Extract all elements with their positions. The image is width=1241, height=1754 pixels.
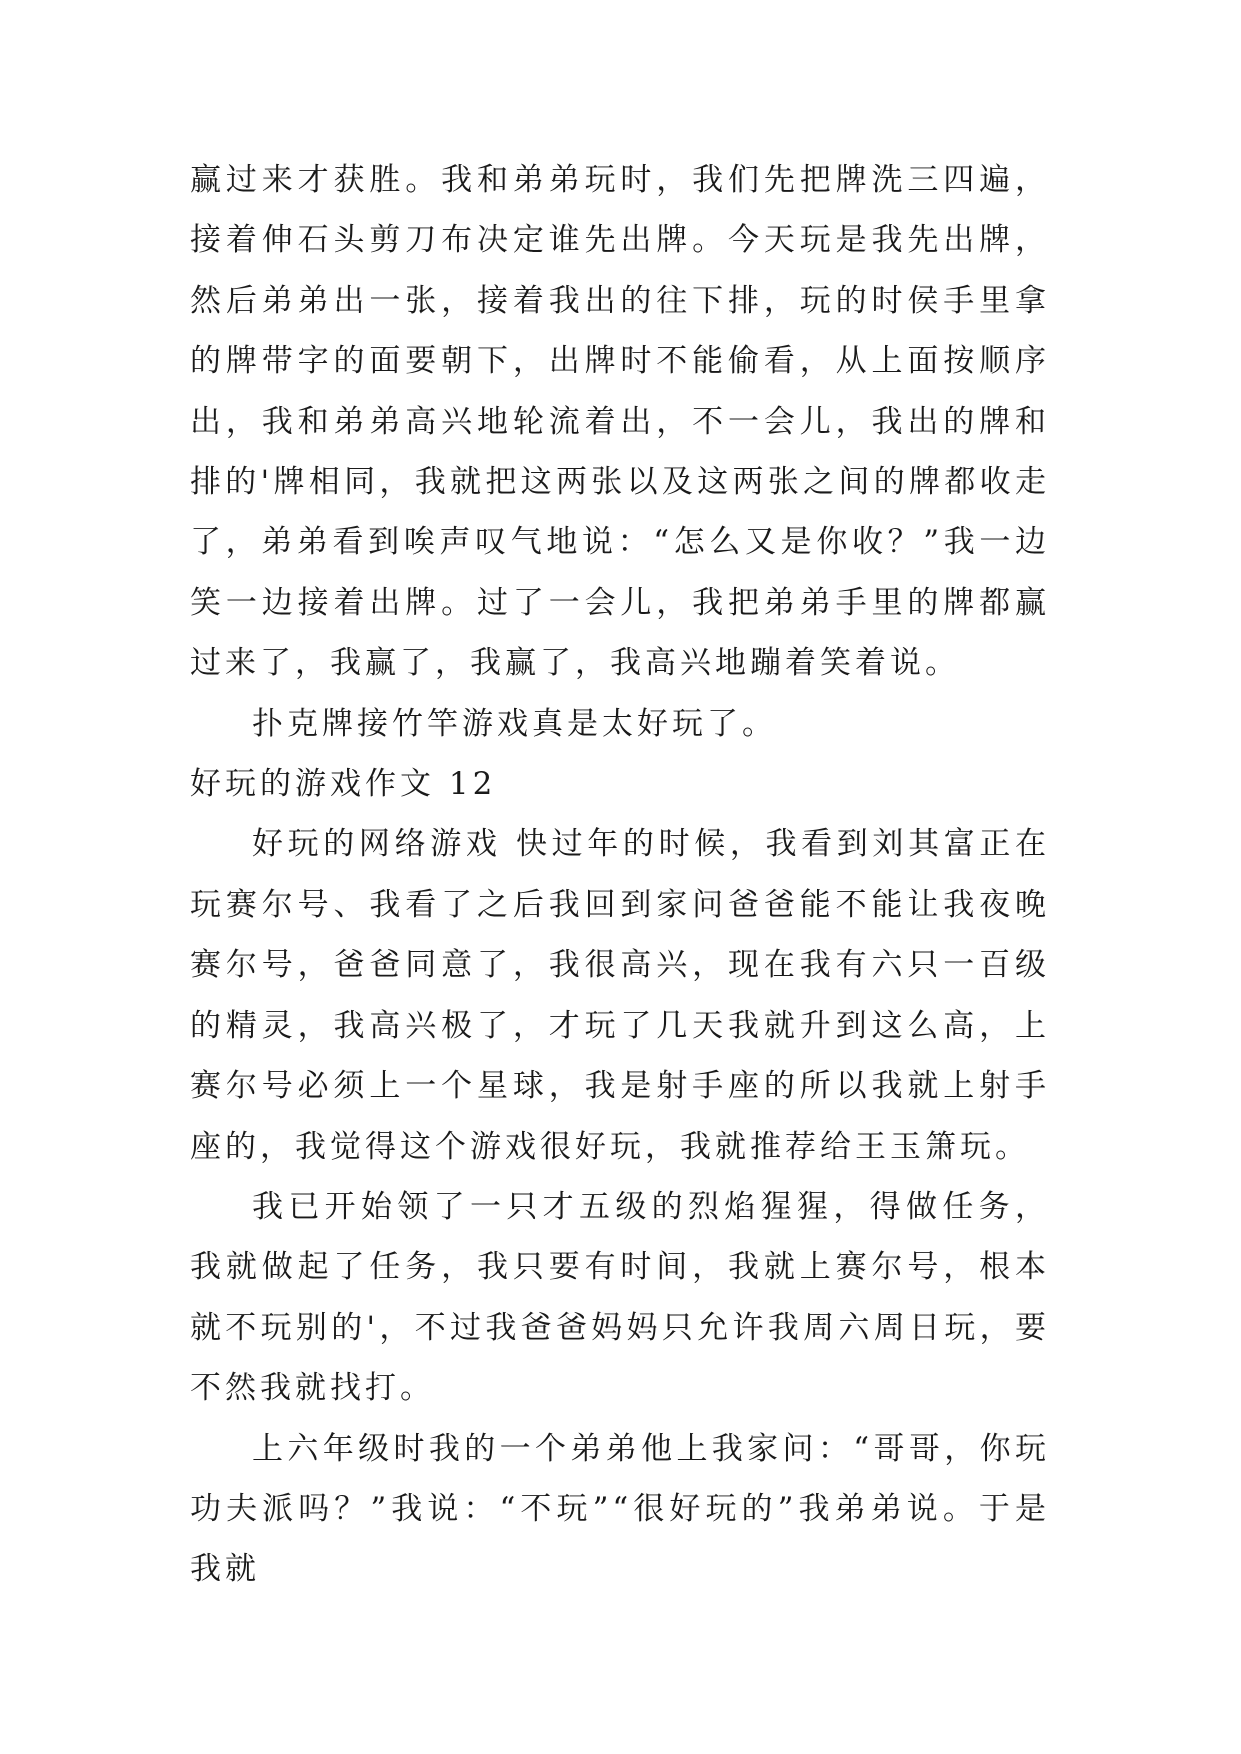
paragraph-card-game-conclusion: 扑克牌接竹竿游戏真是太好玩了。: [252, 705, 777, 742]
section-heading: 好玩的游戏作文 12: [190, 766, 497, 803]
document-page: [190, 150, 1050, 1600]
paragraph-online-game-tasks: 我已开始领了一只才五级的烈焰猩猩，得做任务，我就做起了任务，我只要有时间，我就上赛尔号，根本就不玩别的'，不过我爸爸妈妈只允许我周六周日玩，要不然我就找打。: [190, 1188, 1050, 1407]
paragraph-card-game-continued: 赢过来才获胜。我和弟弟玩时，我们先把牌洗三四遍，接着伸石头剪刀布决定谁先出牌。今天玩是我先出牌，然后弟弟出一张，接着我出的往下排，玩的时侯手里拿的牌带字的面要朝下，出牌时不能偷看，从上面按顺序出，我和弟弟高兴地轮流着出，不一会儿，我出的牌和排的'牌相同，我就把这两张以及这两张之间的牌都收走了，弟弟看到唉声叹气地说：“怎么又是你收？”我一边笑一边接着出牌。过了一会儿，我把弟弟手里的牌都赢过来了，我赢了，我赢了，我高兴地蹦着笑着说。: [190, 162, 1050, 682]
paragraph-online-game-intro: 好玩的网络游戏 快过年的时候，我看到刘其富正在玩赛尔号、我看了之后我回到家问爸爸能不能让我夜晚赛尔号，爸爸同意了，我很高兴，现在我有六只一百级的精灵，我高兴极了，才玩了几天我就升到这么高，上赛尔号必须上一个星球，我是射手座的所以我就上射手座的，我觉得这个游戏很好玩，我就推荐给王玉箫玩。: [190, 826, 1050, 1165]
paragraph-kungfu-game: 上六年级时我的一个弟弟他上我家问：“哥哥，你玩功夫派吗？”我说：“不玩”“很好玩的”我弟弟说。于是我就: [190, 1430, 1050, 1588]
